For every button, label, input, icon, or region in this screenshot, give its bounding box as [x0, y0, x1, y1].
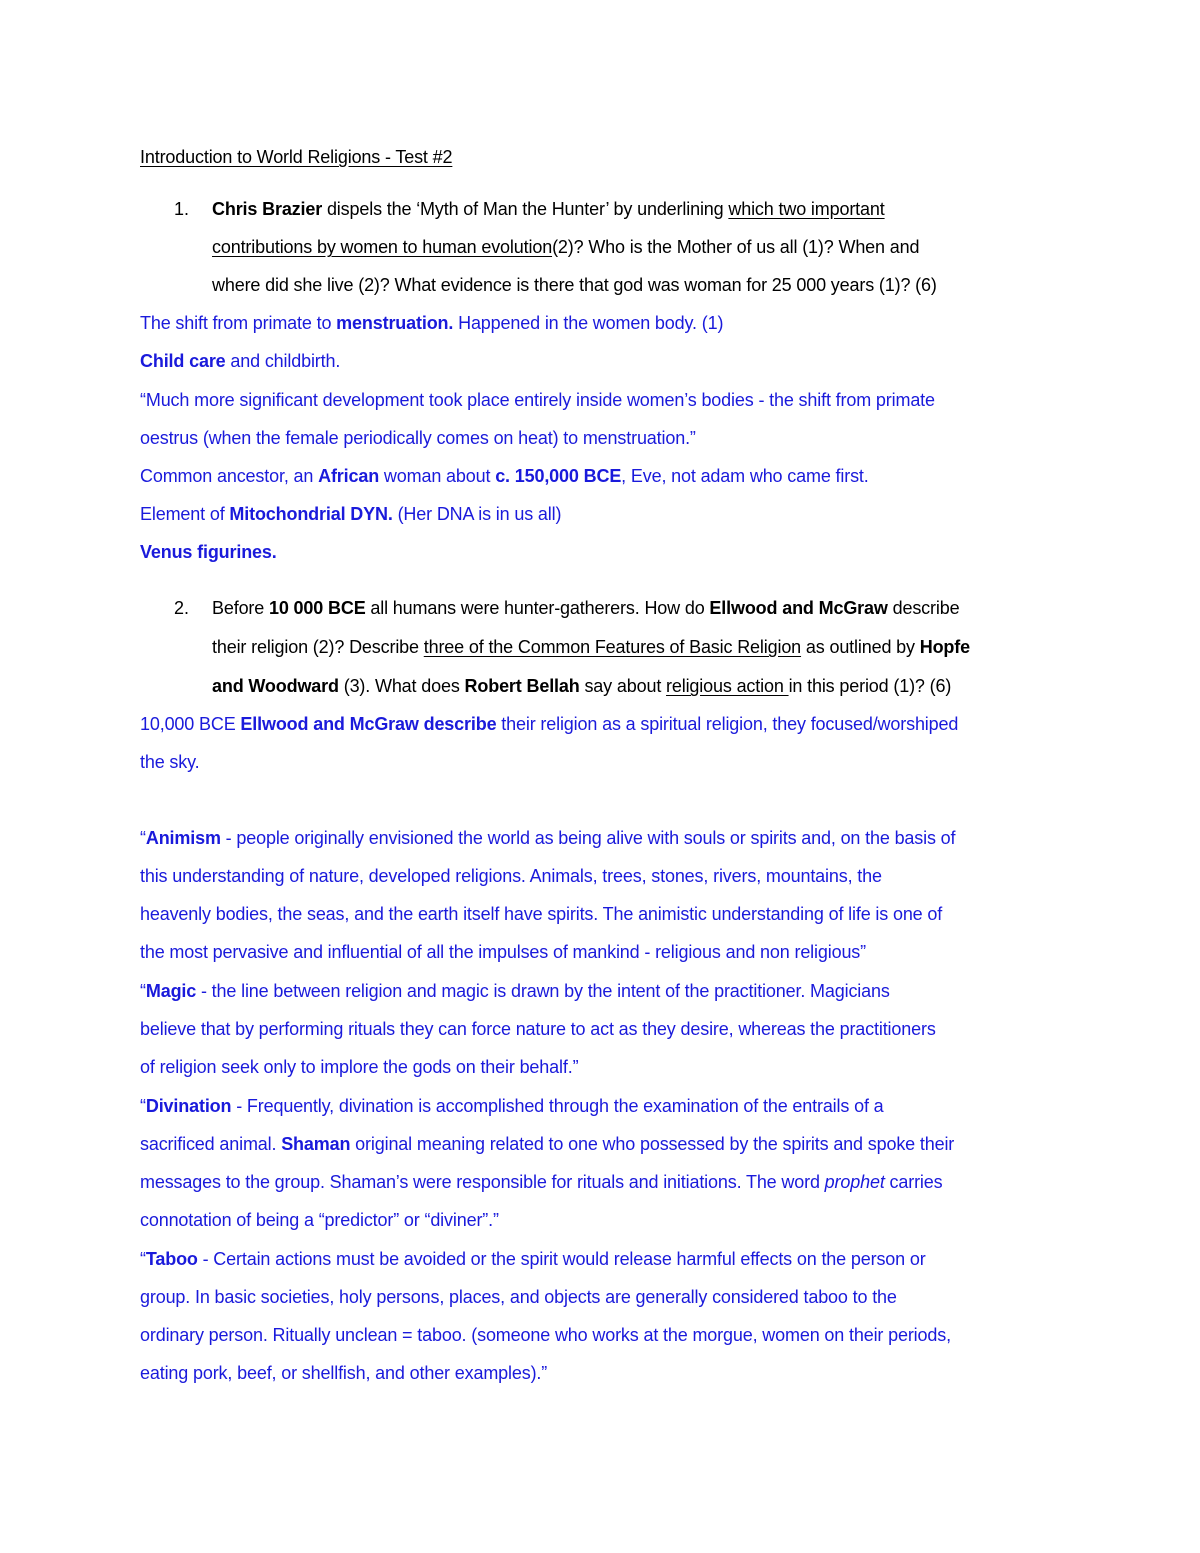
answer-1-line-2: Child care and childbirth.	[140, 351, 341, 371]
answer-2-line-1: 10,000 BCE Ellwood and McGraw describe their religion as a spiritual religion, they focused/worshiped	[140, 714, 959, 734]
answer-2-animism-line-3: heavenly bodies, the seas, and the earth itself have spirits. The animistic understanding of life is one of	[140, 904, 943, 924]
answer-2-animism-line-4: the most pervasive and influential of all the impulses of mankind - religious and non religious”	[140, 942, 866, 962]
answer-2-divination-line-2: sacrificed animal. Shaman original meaning related to one who possessed by the spirits and spoke their	[140, 1134, 955, 1154]
answer-2-taboo-line-4: eating pork, beef, or shellfish, and other examples).”	[140, 1363, 548, 1383]
answer-2-animism-line-2: this understanding of nature, developed religions. Animals, trees, stones, rivers, mountains, the	[140, 866, 882, 886]
answer-2-magic-line-1: “Magic - the line between religion and magic is drawn by the intent of the practitioner. Magicians	[140, 981, 890, 1001]
answer-1-line-6: Element of Mitochondrial DYN. (Her DNA is in us all)	[140, 504, 562, 524]
answer-2-divination-line-3: messages to the group. Shaman’s were responsible for rituals and initiations. The word prophet carries	[140, 1172, 943, 1192]
answer-1-line-5: Common ancestor, an African woman about c. 150,000 BCE, Eve, not adam who came first.	[140, 466, 869, 486]
answer-2-taboo-line-2: group. In basic societies, holy persons, places, and objects are generally considered taboo to the	[140, 1287, 897, 1307]
question-2-line-2: their religion (2)? Describe three of the Common Features of Basic Religion as outlined by Hopfe	[212, 637, 970, 657]
question-1-line-2: contributions by women to human evolution(2)? Who is the Mother of us all (1)? When and	[212, 237, 920, 257]
answer-1-line-4: oestrus (when the female periodically comes on heat) to menstruation.”	[140, 428, 696, 448]
answer-2-animism-line-1: “Animism - people originally envisioned the world as being alive with souls or spirits and, on the basis of	[140, 828, 956, 848]
answer-1-line-1: The shift from primate to menstruation. Happened in the women body. (1)	[140, 313, 724, 333]
answer-2-line-2: the sky.	[140, 752, 200, 772]
answer-2-divination-line-1: “Divination - Frequently, divination is accomplished through the examination of the entrails of a	[140, 1096, 884, 1116]
question-1-line-1: Chris Brazier dispels the ‘Myth of Man the Hunter’ by underlining which two important	[212, 199, 885, 219]
answer-2-divination-line-4: connotation of being a “predictor” or “diviner”.”	[140, 1210, 499, 1230]
document-title: Introduction to World Religions - Test #2	[140, 147, 453, 167]
question-1-number: 1.	[174, 199, 190, 219]
answer-1-line-7: Venus figurines.	[140, 542, 277, 562]
question-2-line-1: Before 10 000 BCE all humans were hunter-gatherers. How do Ellwood and McGraw describe	[212, 598, 960, 618]
answer-2-taboo-line-1: “Taboo - Certain actions must be avoided or the spirit would release harmful effects on the person or	[140, 1249, 926, 1269]
question-1-line-3: where did she live (2)? What evidence is there that god was woman for 25 000 years (1)? (6)	[212, 275, 937, 295]
answer-2-magic-line-3: of religion seek only to implore the gods on their behalf.”	[140, 1057, 579, 1077]
answer-2-taboo-line-3: ordinary person. Ritually unclean = taboo. (someone who works at the morgue, women on their periods,	[140, 1325, 951, 1345]
answer-1-line-3: “Much more significant development took place entirely inside women’s bodies - the shift from primate	[140, 390, 935, 410]
question-2-number: 2.	[174, 598, 190, 618]
question-2-line-3: and Woodward (3). What does Robert Bellah say about religious action in this period (1)? (6)	[212, 676, 952, 696]
answer-2-magic-line-2: believe that by performing rituals they can force nature to act as they desire, whereas the practitioners	[140, 1019, 936, 1039]
